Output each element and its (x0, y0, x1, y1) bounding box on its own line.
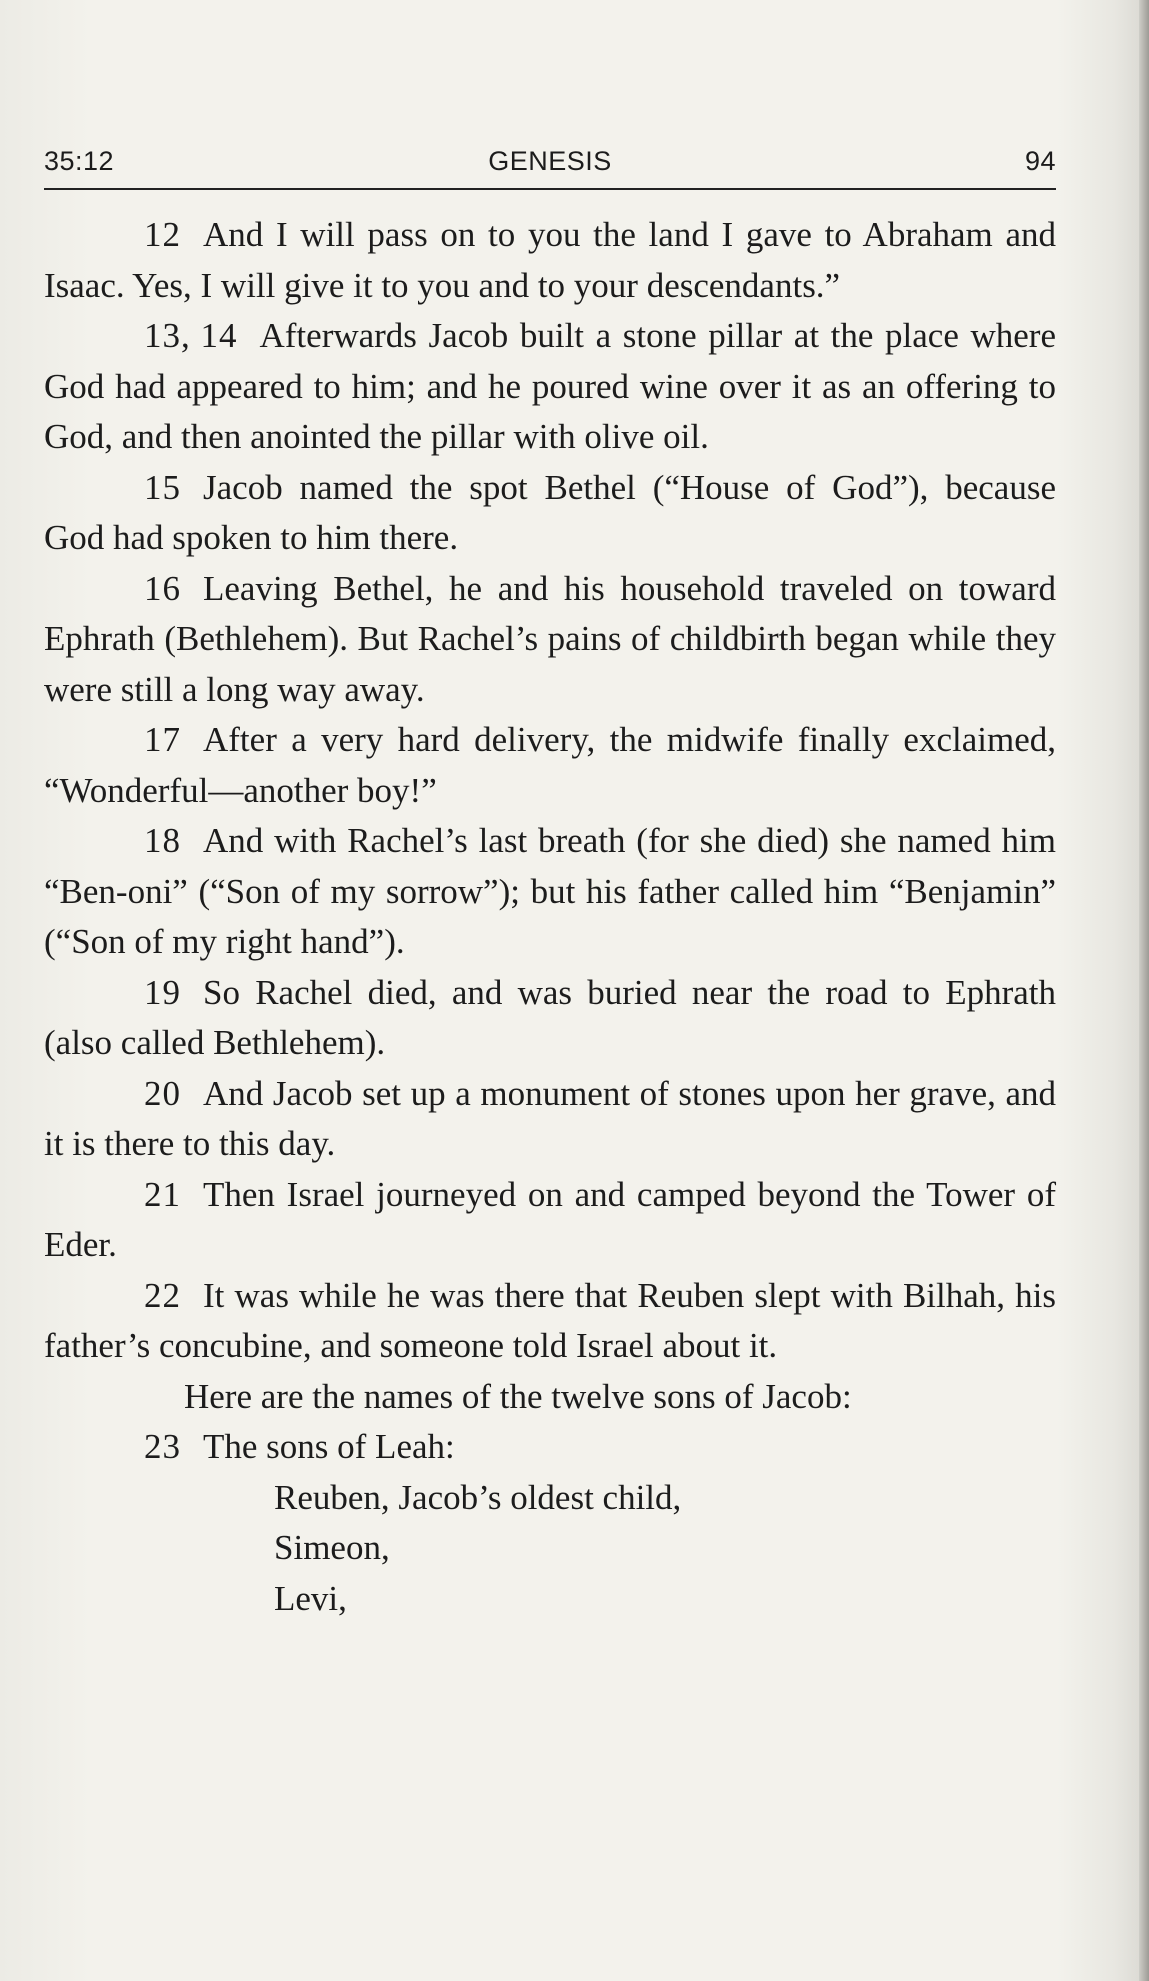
verse-number: 15 (144, 467, 181, 507)
verse-text: Then Israel journeyed on and camped beyond the Tower of Eder. (44, 1174, 1056, 1264)
verse (44, 311, 1056, 463)
verse-number: 13, 14 (144, 316, 238, 355)
verse (44, 715, 1056, 816)
verse-text: It was while he was there that Reuben slept with Bilhah, his father’s concubine, and someone told Israel about it. (44, 1275, 1056, 1365)
verse-text: And Jacob set up a monument of stones upon her grave, and it is there to this day. (44, 1073, 1056, 1163)
sons-list (44, 1473, 1056, 1625)
list-item: Simeon, (274, 1528, 390, 1567)
verse (44, 1069, 1056, 1170)
verse (44, 816, 1056, 968)
verse-number: 18 (144, 821, 181, 860)
verse-number: 17 (144, 720, 181, 759)
list-item: Reuben, Jacob’s oldest child, (274, 1477, 682, 1517)
page-edge (1139, 0, 1149, 1981)
verse-text: Jacob named the spot Bethel (“House of God”), because God had spoken to him there. (44, 467, 1056, 557)
running-header (44, 142, 1056, 190)
page-number: 94 (1024, 146, 1056, 176)
verse-number: 23 (144, 1427, 181, 1466)
verse (44, 564, 1056, 716)
verse-number: 20 (144, 1073, 181, 1113)
verse-text: So Rachel died, and was buried near the road to Ephrath (also called Bethlehem). (44, 972, 1056, 1062)
book-title: GENESIS (488, 146, 612, 176)
sons-intro: Here are the names of the twelve sons of Jacob: (184, 1376, 852, 1416)
verse (44, 968, 1056, 1069)
chapter-verse-reference: 35:12 (44, 146, 115, 176)
list-item: Levi, (274, 1578, 347, 1618)
verse-number: 12 (144, 215, 181, 254)
verse (44, 1170, 1056, 1271)
verse-text: After a very hard delivery, the midwife finally exclaimed, “Wonderful—another boy!” (44, 720, 1056, 810)
verse (44, 463, 1056, 564)
verse-text: And I will pass on to you the land I gave to Abraham and Isaac. Yes, I will give it to you and to your descendants.” (44, 215, 1056, 305)
verse-number: 19 (144, 972, 181, 1012)
verse-text: And with Rachel’s last breath (for she died) she named him “Ben-oni” (“Son of my sorrow”); but his father called him “Benjamin” (“Son of my right hand”). (44, 821, 1056, 961)
verse (44, 1271, 1056, 1372)
verse-number: 16 (144, 568, 181, 608)
verse-text: Afterwards Jacob built a stone pillar at the place where God had appeared to him; and he poured wine over it as an offering to God, and then anointed the pillar with olive oil. (44, 316, 1056, 456)
verse-number: 22 (144, 1275, 181, 1315)
verse (44, 1422, 1056, 1473)
verse-text: The sons of Leah: (203, 1427, 455, 1466)
verse-number: 21 (144, 1174, 181, 1214)
page-body (44, 210, 1056, 1624)
verse-text: Leaving Bethel, he and his household traveled on toward Ephrath (Bethlehem). But Rachel’s pains of childbirth began while they were still a long way away. (44, 568, 1056, 709)
verse (44, 210, 1056, 311)
